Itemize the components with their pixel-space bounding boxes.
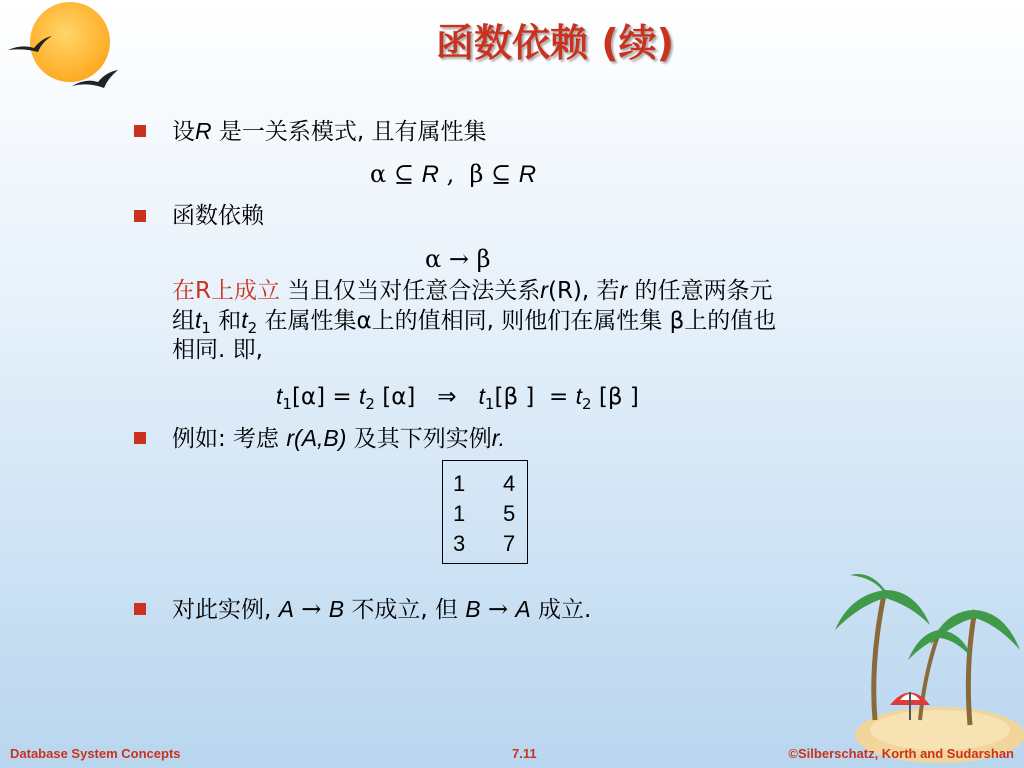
definition-text: 组: [172, 308, 195, 334]
bullet-text: 不成立, 但: [344, 597, 466, 623]
subscript: 1: [201, 319, 211, 337]
footer-course-title: Database System Concepts: [10, 746, 181, 761]
page-title: 函数依赖 (续): [436, 21, 674, 65]
tuple-t: t: [358, 383, 366, 409]
definition-line-2: [172, 306, 776, 335]
holds-on-r: 在R上成立: [172, 278, 280, 304]
alpha-symbol: α: [391, 384, 407, 410]
definition-text: 上的值相同, 则他们在属性集: [371, 308, 670, 334]
arrow-symbol: →: [487, 595, 509, 623]
subscript: 2: [247, 319, 258, 337]
arrow-symbol: →: [301, 595, 322, 623]
definition-text: (R), 若: [547, 278, 620, 304]
footer-slide-number: 7.11: [512, 746, 537, 761]
subset-symbol: ⊆: [491, 160, 512, 188]
tuple-t: t: [276, 383, 283, 409]
definition-text: 的任意两条元: [627, 278, 773, 304]
subscript: 1: [484, 395, 495, 413]
bullet-example: [172, 424, 505, 453]
implication-line: $t_1[\alpha] = t_2$ [α] ⇒ $t_1[\beta$ ] = $t_2$ [β ]: [276, 383, 639, 413]
footer-copyright: ©Silberschatz, Korth and Sudarshan: [788, 746, 1014, 761]
definition-text: 上的值也: [684, 308, 777, 334]
subscript: 1: [282, 395, 292, 413]
definition-text: 在属性集: [257, 308, 357, 334]
relation-r: R: [195, 118, 212, 144]
subset-line: [370, 160, 536, 189]
definition-text: 和: [210, 308, 242, 334]
bullet-text: 设: [172, 119, 195, 145]
alpha-symbol: α: [370, 160, 387, 188]
bullet-fd: 函数依赖: [172, 203, 264, 229]
relation-r: r: [619, 277, 628, 303]
table-cell: 1: [453, 471, 466, 496]
table-cell: 7: [503, 531, 516, 556]
equals-symbol: =: [332, 384, 352, 410]
attribute-b: B: [328, 596, 345, 622]
fd-line: [425, 245, 490, 273]
beta-symbol: β: [669, 308, 685, 334]
table-cell: 5: [503, 501, 516, 526]
bullet-marker: [134, 432, 146, 444]
definition-line-1: [172, 276, 773, 305]
bullet-text: 是一关系模式, 且有属性集: [211, 119, 487, 145]
subscript: 2: [582, 395, 592, 413]
table-cell: 4: [503, 471, 516, 496]
bullet-text: 例如: 考虑: [172, 426, 287, 452]
period: .: [498, 425, 505, 451]
bullet-conclusion: [172, 595, 591, 624]
attribute-a: A: [515, 596, 531, 622]
comma: ,: [438, 160, 455, 188]
alpha-symbol: α: [300, 384, 317, 410]
bullet-text: 对此实例,: [172, 597, 279, 623]
tuple-t: t: [195, 307, 202, 333]
subset-symbol: ⊆: [393, 160, 414, 188]
bullet-text: 成立.: [530, 597, 592, 623]
relation-r: r: [540, 277, 548, 303]
equals-symbol: =: [549, 384, 569, 410]
arrow-symbol: →: [448, 245, 469, 273]
attribute-b: B: [465, 596, 481, 622]
implies-symbol: ⇒: [437, 384, 457, 410]
bullet-schema: [172, 117, 487, 146]
relation-expression: r(A,B): [286, 425, 347, 451]
island-palm-icon: [830, 570, 1024, 768]
relation-r: R: [518, 161, 537, 188]
beta-symbol: β: [469, 160, 484, 188]
definition-text: 当且仅当对任意合法关系: [279, 278, 541, 304]
bullet-marker: [134, 125, 146, 137]
beta-symbol: β: [503, 384, 519, 410]
bullet-marker: [134, 603, 146, 615]
beta-symbol: β: [476, 245, 491, 273]
definition-line-3: 相同. 即,: [172, 337, 263, 363]
relation-r: R: [421, 161, 439, 188]
alpha-symbol: α: [356, 308, 372, 334]
bullet-marker: [134, 210, 146, 222]
table-cell: 1: [453, 501, 466, 526]
relation-r: r: [491, 425, 499, 451]
tuple-t: t: [575, 383, 583, 409]
tuple-t: t: [478, 383, 485, 409]
instance-table: [442, 460, 528, 564]
alpha-symbol: α: [425, 245, 442, 273]
table-cell: 3: [453, 531, 466, 556]
tuple-t: t: [241, 307, 248, 333]
beta-symbol: β: [607, 384, 623, 410]
bullet-text: 及其下列实例: [346, 426, 492, 452]
subscript: 2: [365, 395, 375, 413]
attribute-a: A: [278, 596, 294, 622]
